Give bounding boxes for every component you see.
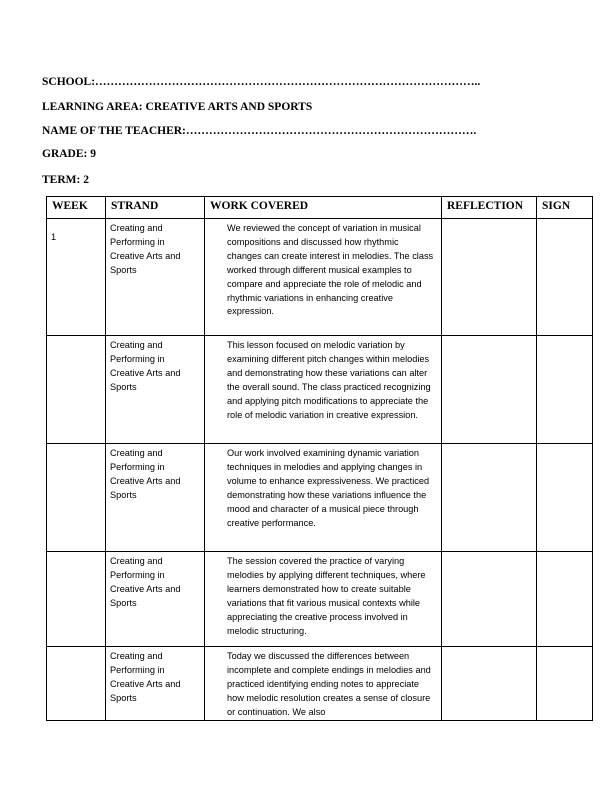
table-row bbox=[47, 444, 593, 552]
table-row bbox=[47, 552, 593, 647]
column-header-strand: STRAND bbox=[106, 197, 205, 219]
school-field: SCHOOL:……………………………………………………………………………………….. bbox=[42, 76, 481, 88]
strand-cell: Creating and Performing in Creative Arts and Sports bbox=[106, 552, 205, 647]
week-cell bbox=[47, 552, 106, 647]
reflection-cell bbox=[442, 552, 537, 647]
table-row bbox=[47, 647, 593, 721]
work-record-table bbox=[46, 196, 593, 721]
reflection-cell bbox=[442, 444, 537, 552]
strand-cell: Creating and Performing in Creative Arts and Sports bbox=[106, 219, 205, 336]
strand-cell: Creating and Performing in Creative Arts and Sports bbox=[106, 336, 205, 444]
learning-area: LEARNING AREA: CREATIVE ARTS AND SPORTS bbox=[42, 101, 313, 113]
reflection-cell bbox=[442, 336, 537, 444]
column-header-work-covered: WORK COVERED bbox=[205, 197, 442, 219]
work-covered-cell: This lesson focused on melodic variation by examining different pitch changes within melodies and demonstrating how these variations can alter the overall sound. The class practiced recognizing and applying pitch modifications to appreciate the role of melodic variation in creative expression. bbox=[205, 336, 442, 444]
table-row bbox=[47, 219, 593, 336]
work-covered-cell: Our work involved examining dynamic variation techniques in melodies and applying changes in volume to enhance expressiveness. We practiced demonstrating how these variations influence the mood and character of a musical piece through creative performance. bbox=[205, 444, 442, 552]
week-cell bbox=[47, 444, 106, 552]
reflection-cell bbox=[442, 219, 537, 336]
week-cell: 1 bbox=[47, 219, 106, 336]
strand-cell: Creating and Performing in Creative Arts and Sports bbox=[106, 444, 205, 552]
sign-cell bbox=[537, 336, 593, 444]
sign-cell bbox=[537, 647, 593, 721]
week-cell bbox=[47, 647, 106, 721]
teacher-name-field: NAME OF THE TEACHER:…………………………………………………………………. bbox=[42, 125, 477, 137]
sign-cell bbox=[537, 219, 593, 336]
sign-cell bbox=[537, 552, 593, 647]
reflection-cell bbox=[442, 647, 537, 721]
work-covered-cell: We reviewed the concept of variation in musical compositions and discussed how rhythmic changes can create interest in melodies. The class worked through different musical examples to compare and appreciate the role of melodic and rhythmic variations in enhancing creative expression. bbox=[205, 219, 442, 336]
sign-cell bbox=[537, 444, 593, 552]
column-header-sign: SIGN bbox=[537, 197, 593, 219]
grade-label: GRADE: 9 bbox=[42, 148, 96, 160]
column-header-reflection: REFLECTION bbox=[442, 197, 537, 219]
column-header-week: WEEK bbox=[47, 197, 106, 219]
table-row bbox=[47, 336, 593, 444]
strand-cell: Creating and Performing in Creative Arts and Sports bbox=[106, 647, 205, 721]
table-header-row bbox=[47, 197, 593, 219]
term-label: TERM: 2 bbox=[42, 174, 89, 186]
work-covered-cell: The session covered the practice of varying melodies by applying different techniques, where learners demonstrated how to create suitable variations that fit various musical contexts while appreciating the creative process involved in melodic structuring. bbox=[205, 552, 442, 647]
work-covered-cell: Today we discussed the differences between incomplete and complete endings in melodies and practiced identifying ending notes to appreciate how melodic resolution creates a sense of closure or continuation. We also bbox=[205, 647, 442, 721]
week-cell bbox=[47, 336, 106, 444]
